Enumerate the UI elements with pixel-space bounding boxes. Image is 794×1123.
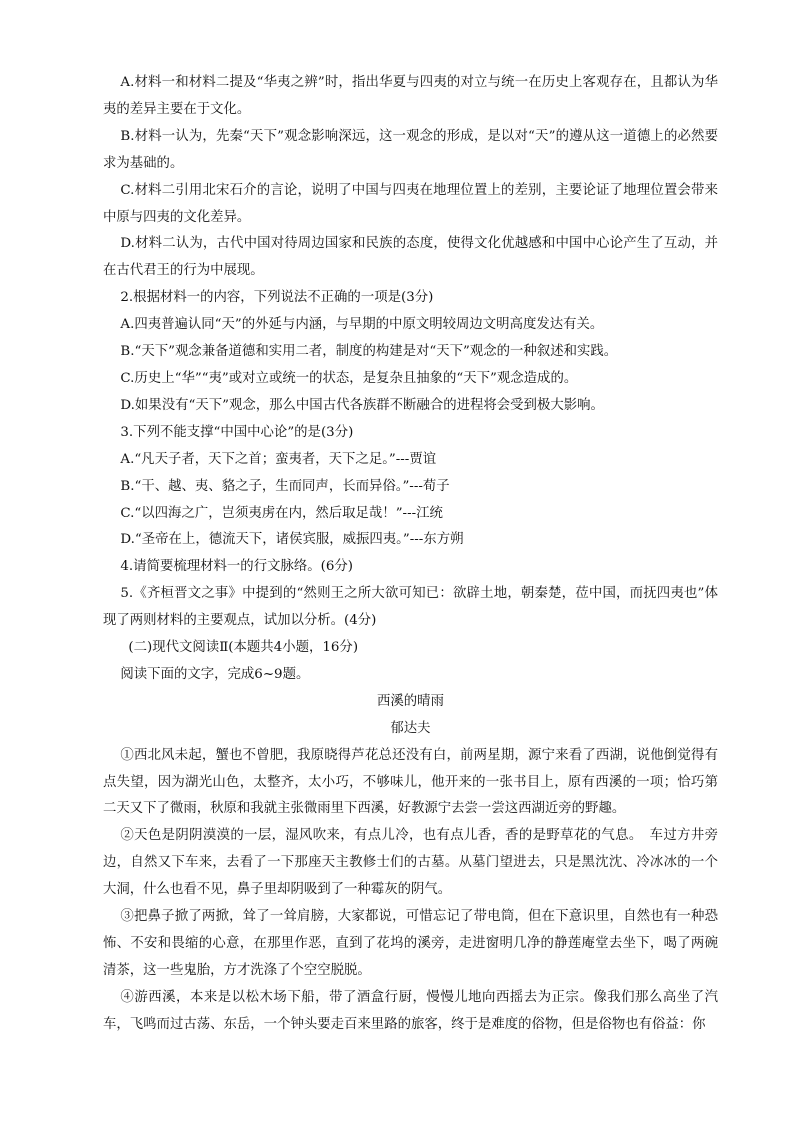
q1-option-d: D.材料二认为，古代中国对待周边国家和民族的态度，使得文化优越感和中国中心论产生了互动，并在古代君王的行为中展现。: [103, 236, 718, 279]
q1-option-b: B.材料一认为，先秦“天下”观念影响深远，这一观念的形成，是以对“天”的遵从这一道德上的必然要求为基础的。: [103, 128, 718, 171]
q2-option-a: A.四夷普遍认同“天”的外延与内涵，与早期的中原文明较周边文明高度发达有关。: [120, 317, 604, 333]
q2-option-c: C.历史上“华”“夷”或对立或统一的状态，是复杂且抽象的“天下”观念造成的。: [120, 370, 578, 386]
q2-option-b: B.“天下”观念兼备道德和实用二者，制度的构建是对“天下”观念的一种叙述和实践。: [120, 344, 618, 360]
article-paragraph-4: ④游西溪，本来是以松木场下船，带了酒盒行厨，慢慢儿地向西摇去为正宗。像我们那么高坐了汽车，飞鸣而过古荡、东岳，一个钟头要走百来里路的旅客，终于是难度的俗物，但是俗物也有俗益：你: [103, 989, 718, 1032]
section-instruction: 阅读下面的文字，完成6~9题。: [120, 666, 310, 682]
q1-option-a: A.材料一和材料二提及“华夷之辨”时，指出华夏与四夷的对立与统一在历史上客观存在，且都认为华夷的差异主要在于文化。: [103, 75, 718, 117]
q3-stem: 3.下列不能支撑“中国中心论”的是(3分): [120, 424, 354, 440]
q2-stem: 2.根据材料一的内容，下列说法不正确的一项是(3分): [120, 290, 434, 306]
article-author: 郁达夫: [390, 720, 431, 736]
q3-option-c: C.“以四海之广，岂须夷虏在内，然后取足哉！”---江统: [120, 505, 443, 521]
q4-stem: 4.请简要梳理材料一的行文脉络。(6分): [120, 559, 354, 575]
q3-option-b: B.“干、越、夷、貉之子，生而同声，长而异俗。”---荀子: [120, 478, 450, 494]
page-content: [103, 70, 718, 1039]
article-paragraph-3: ③把鼻子掀了两掀，耸了一耸肩膀，大家都说，可惜忘记了带电筒，但在下意识里，自然也有一种恐怖、不安和畏缩的心意，在那里作恶，直到了花坞的溪旁，走进窗明几净的静莲庵堂去坐下，喝了两碗清茶，这一些鬼胎，方才洗涤了个空空脱脱。: [103, 909, 718, 978]
article-paragraph-1: ①西北风未起，蟹也不曾肥，我原晓得芦花总还没有白，前两星期，源宁来看了西湖，说他倒觉得有点失望，因为湖光山色，太整齐，太小巧，不够味儿，他开来的一张书目上，原有西溪的一项；恰巧第二天又下了微雨，秋原和我就主张微雨里下西溪，好教源宁去尝一尝这西湖近旁的野趣。: [103, 747, 718, 817]
q3-option-d: D.“圣帝在上，德流天下，诸侯宾服，威振四夷。”---东方朔: [120, 532, 464, 548]
q3-option-a: A.“凡天子者，天下之首；蛮夷者，天下之足。”---贾谊: [120, 451, 437, 467]
section-heading: (二)现代文阅读Ⅱ(本题共4小题，16分): [128, 640, 359, 656]
q5-stem: 5.《齐桓晋文之事》中提到的“然则王之所大欲可知已：欲辟土地，朝秦楚，莅中国，而抚四夷也”体现了两则材料的主要观点，试加以分析。(4分): [103, 586, 718, 629]
q2-option-d: D.如果没有“天下”观念，那么中国古代各族群不断融合的进程将会受到极大影响。: [120, 397, 604, 413]
article-title: 西溪的晴雨: [377, 693, 444, 709]
article-paragraph-2: ②天色是阴阴漠漠的一层，湿风吹来，有点儿冷，也有点儿香，香的是野草花的气息。 车过方井旁边，自然又下车来，去看了一下那座天主教修士们的古墓。从墓门望进去，只是黑沈沈、冷冰冰的一个大洞，什么也看不见，鼻子里却阴吸到了一种霉灰的阴气。: [103, 828, 718, 898]
q1-option-c: C.材料二引用北宋石介的言论，说明了中国与四夷在地理位置上的差别，主要论证了地理位置会带来中原与四夷的文化差异。: [103, 182, 718, 225]
